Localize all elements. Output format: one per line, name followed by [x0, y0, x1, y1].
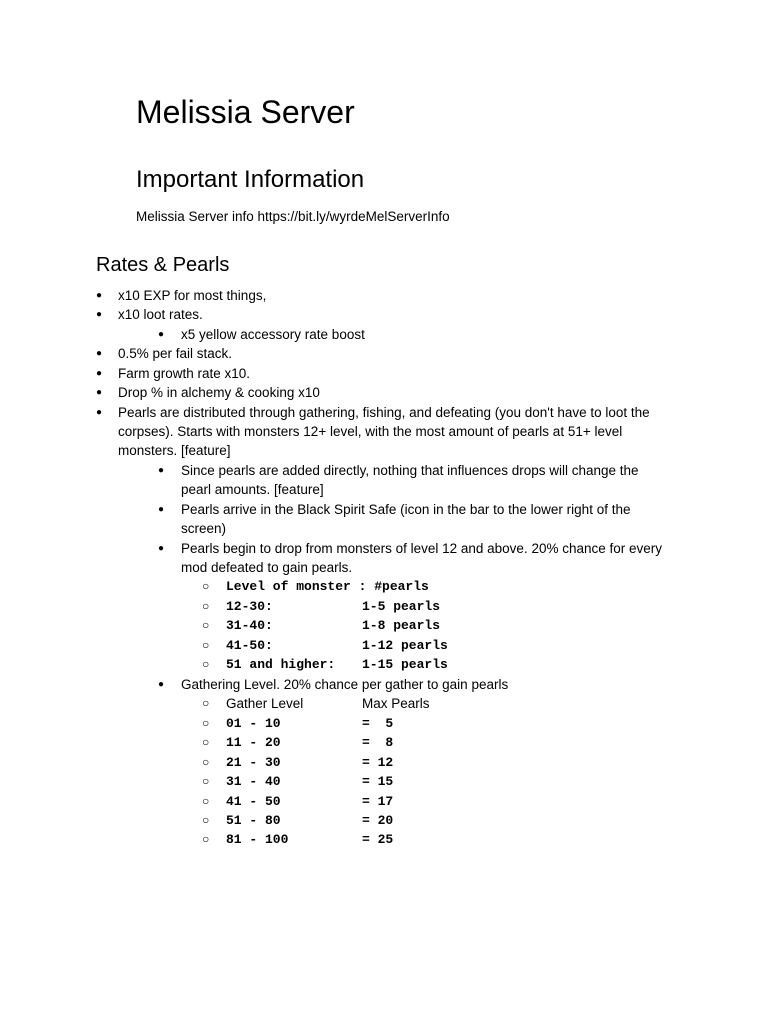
monster-level-cell: 31-40:	[226, 618, 273, 633]
circle-bullet-icon: ○	[202, 696, 210, 710]
gather-range-cell: 01 - 10	[226, 716, 281, 731]
monster-pearls-cell: 1-5 pearls	[362, 599, 441, 614]
circle-bullet-icon: ○	[202, 774, 210, 788]
bullet-icon: ●	[96, 407, 103, 418]
list-item-continuation: mod defeated to gain pearls.	[181, 560, 353, 575]
gather-range-cell: 21 - 30	[226, 755, 281, 770]
gather-range-cell: 11 - 20	[226, 735, 281, 750]
bullet-icon: ●	[158, 543, 165, 554]
list-item: Gathering Level. 20% chance per gather to gain pearls	[181, 677, 509, 692]
list-item: Pearls begin to drop from monsters of level 12 and above. 20% chance for every	[181, 541, 663, 556]
gather-max-cell: = 17	[362, 794, 394, 809]
gather-max-cell: = 15	[362, 774, 394, 789]
bullet-icon: ●	[96, 290, 103, 301]
monster-pearls-cell: 1-15 pearls	[362, 657, 448, 672]
gather-table-header-level: Gather Level	[226, 696, 304, 711]
circle-bullet-icon: ○	[202, 832, 210, 846]
page-subtitle: Important Information	[136, 166, 365, 193]
bullet-icon: ●	[158, 465, 165, 476]
circle-bullet-icon: ○	[202, 794, 210, 808]
circle-bullet-icon: ○	[202, 579, 210, 593]
list-item: x10 loot rates.	[118, 307, 203, 322]
gather-max-cell: = 20	[362, 813, 394, 828]
list-item-continuation: monsters. [feature]	[118, 443, 231, 458]
gather-range-cell: 31 - 40	[226, 774, 281, 789]
list-item: Since pearls are added directly, nothing that influences drops will change the	[181, 463, 639, 478]
bullet-icon: ●	[96, 309, 103, 320]
monster-level-cell: 51 and higher:	[226, 657, 336, 672]
list-item: Pearls are distributed through gathering, fishing, and defeating (you don't have to loot the	[118, 405, 650, 420]
bullet-icon: ●	[96, 387, 103, 398]
gather-range-cell: 51 - 80	[226, 813, 281, 828]
circle-bullet-icon: ○	[202, 599, 210, 613]
monster-level-cell: 41-50:	[226, 638, 273, 653]
circle-bullet-icon: ○	[202, 638, 210, 652]
gather-max-cell: = 12	[362, 755, 394, 770]
gather-max-cell: = 8	[362, 735, 394, 750]
circle-bullet-icon: ○	[202, 716, 210, 730]
gather-max-cell: = 25	[362, 832, 394, 847]
bullet-icon: ●	[158, 679, 165, 690]
circle-bullet-icon: ○	[202, 618, 210, 632]
list-item: Pearls arrive in the Black Spirit Safe (icon in the bar to the lower right of the	[181, 502, 631, 517]
gather-range-cell: 81 - 100	[226, 832, 289, 847]
list-item: x5 yellow accessory rate boost	[181, 327, 365, 342]
monster-level-cell: 12-30:	[226, 599, 273, 614]
gather-range-cell: 41 - 50	[226, 794, 281, 809]
bullet-icon: ●	[96, 348, 103, 359]
list-item: Drop % in alchemy & cooking x10	[118, 385, 320, 400]
circle-bullet-icon: ○	[202, 735, 210, 749]
server-info-line: Melissia Server info https://bit.ly/wyrdeMelServerInfo	[136, 209, 450, 224]
list-item-continuation: pearl amounts. [feature]	[181, 482, 324, 497]
bullet-icon: ●	[96, 368, 103, 379]
gather-table-header-max: Max Pearls	[362, 696, 430, 711]
monster-pearls-cell: 1-8 pearls	[362, 618, 441, 633]
circle-bullet-icon: ○	[202, 755, 210, 769]
list-item: Farm growth rate x10.	[118, 366, 251, 381]
gather-max-cell: = 5	[362, 716, 394, 731]
monster-pearls-cell: 1-12 pearls	[362, 638, 448, 653]
list-item: x10 EXP for most things,	[118, 288, 267, 303]
list-item: 0.5% per fail stack.	[118, 346, 233, 361]
circle-bullet-icon: ○	[202, 813, 210, 827]
list-item-continuation: screen)	[181, 521, 227, 536]
page-title: Melissia Server	[136, 94, 355, 130]
monster-table-header: Level of monster : #pearls	[226, 579, 429, 594]
list-item-continuation: corpses). Starts with monsters 12+ level, with the most amount of pearls at 51+ level	[118, 424, 623, 439]
section-heading: Rates & Pearls	[96, 254, 230, 276]
bullet-icon: ●	[158, 504, 165, 515]
circle-bullet-icon: ○	[202, 657, 210, 671]
bullet-icon: ●	[158, 329, 165, 340]
